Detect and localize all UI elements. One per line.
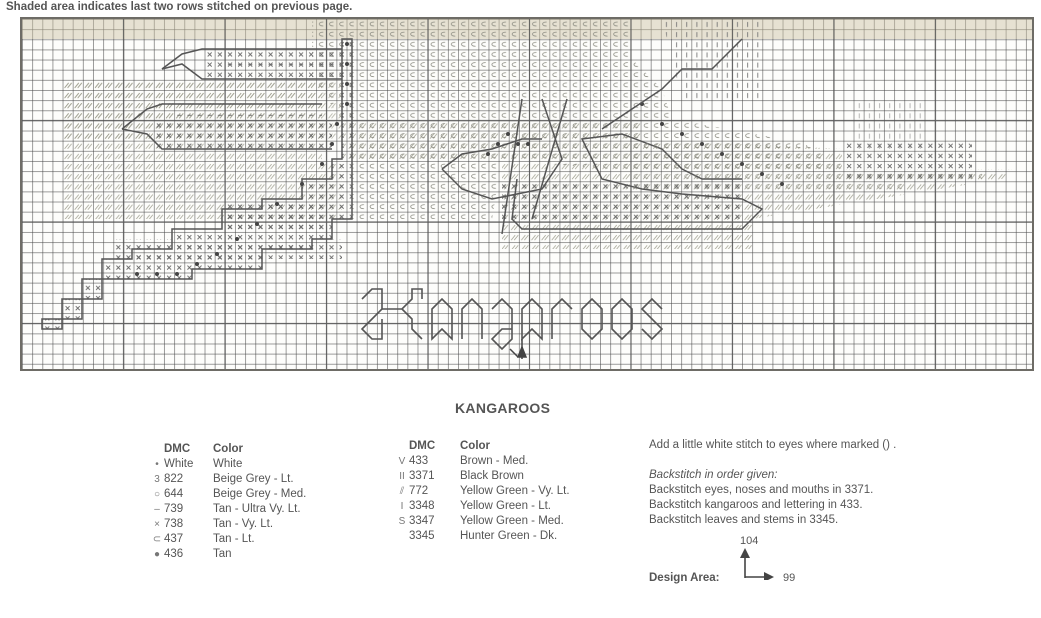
dmc-number: 3347 xyxy=(409,515,435,527)
s-symbol-icon: S xyxy=(398,516,406,527)
key-header xyxy=(395,439,570,454)
key-row xyxy=(395,484,570,499)
color-name: Tan - Lt. xyxy=(213,533,255,545)
color-header: Color xyxy=(460,440,491,452)
key-row xyxy=(150,502,306,517)
design-area-height: 104 xyxy=(740,535,759,547)
color-name: Beige Grey - Lt. xyxy=(213,473,294,485)
color-name: Yellow Green - Lt. xyxy=(460,500,551,512)
dmc-number: 644 xyxy=(164,488,184,500)
color-name: Brown - Med. xyxy=(460,455,529,467)
design-area-label: Design Area: xyxy=(649,572,720,584)
design-area-arrows-icon xyxy=(736,546,786,580)
dmc-number: 739 xyxy=(164,503,184,515)
dmc-number: 433 xyxy=(409,455,429,467)
dmc-number: 822 xyxy=(164,473,184,485)
shaded-area-note: Shaded area indicates last two rows stitched on previous page. xyxy=(6,1,353,13)
color-header: Color xyxy=(213,443,244,455)
design-area-width: 99 xyxy=(783,572,796,584)
three-symbol-icon: 3 xyxy=(154,474,160,485)
v-symbol-icon: V xyxy=(398,456,406,467)
x-symbol-icon: × xyxy=(154,519,160,530)
dmc-number: 3371 xyxy=(409,470,435,482)
key-row xyxy=(150,532,306,547)
key-row xyxy=(150,472,306,487)
double-slash-symbol-icon: ⫽ xyxy=(399,486,405,497)
backstitch-heading: Backstitch in order given: xyxy=(649,469,778,481)
key-row xyxy=(395,514,570,529)
dmc-header: DMC xyxy=(164,443,191,455)
key-row xyxy=(150,457,306,472)
dmc-number: 738 xyxy=(164,518,184,530)
dmc-number: 437 xyxy=(164,533,184,545)
dash-symbol-icon: – xyxy=(154,504,160,515)
color-name: Tan - Vy. Lt. xyxy=(213,518,274,530)
key-row xyxy=(150,487,306,502)
no-symbol xyxy=(395,529,409,544)
color-name: Yellow Green - Med. xyxy=(460,515,564,527)
key-header xyxy=(150,442,306,457)
key-row xyxy=(395,469,570,484)
color-key-right xyxy=(395,439,570,544)
c-symbol-icon: ⊂ xyxy=(152,534,162,545)
key-row xyxy=(150,547,306,562)
chart-title: KANGAROOS xyxy=(455,400,551,416)
backstitch-line: Backstitch eyes, noses and mouths in 3371. xyxy=(649,484,874,496)
color-name: Tan xyxy=(213,548,232,560)
key-row xyxy=(150,517,306,532)
color-name: White xyxy=(213,458,243,470)
filled-dot-symbol-icon: ● xyxy=(153,549,161,560)
stitch-instructions xyxy=(649,438,896,528)
dmc-number: White xyxy=(164,458,194,470)
backstitch-line: Backstitch kangaroos and lettering in 433. xyxy=(649,499,863,511)
white-dot-symbol-icon: • xyxy=(155,459,159,470)
cross-stitch-chart xyxy=(20,17,1034,371)
color-name: Beige Grey - Med. xyxy=(213,488,307,500)
color-name: Yellow Green - Vy. Lt. xyxy=(460,485,570,497)
dmc-number: 3348 xyxy=(409,500,435,512)
double-bar-symbol-icon: II xyxy=(399,471,405,482)
color-key-left xyxy=(150,442,306,562)
dmc-number: 772 xyxy=(409,485,429,497)
backstitch-line: Backstitch leaves and stems in 3345. xyxy=(649,514,839,526)
color-name: Black Brown xyxy=(460,470,524,482)
color-name: Tan - Ultra Vy. Lt. xyxy=(213,503,301,515)
dmc-number: 3345 xyxy=(409,530,435,542)
eyes-note: Add a little white stitch to eyes where marked () . xyxy=(649,439,897,451)
key-row xyxy=(395,529,570,544)
key-row xyxy=(395,454,570,469)
dmc-header: DMC xyxy=(409,440,436,452)
circle-symbol-icon: ○ xyxy=(153,489,161,500)
dmc-number: 436 xyxy=(164,548,184,560)
color-name: Hunter Green - Dk. xyxy=(460,530,558,542)
key-row xyxy=(395,499,570,514)
chart-pattern xyxy=(22,19,1034,371)
bar-symbol-icon: I xyxy=(400,501,404,512)
